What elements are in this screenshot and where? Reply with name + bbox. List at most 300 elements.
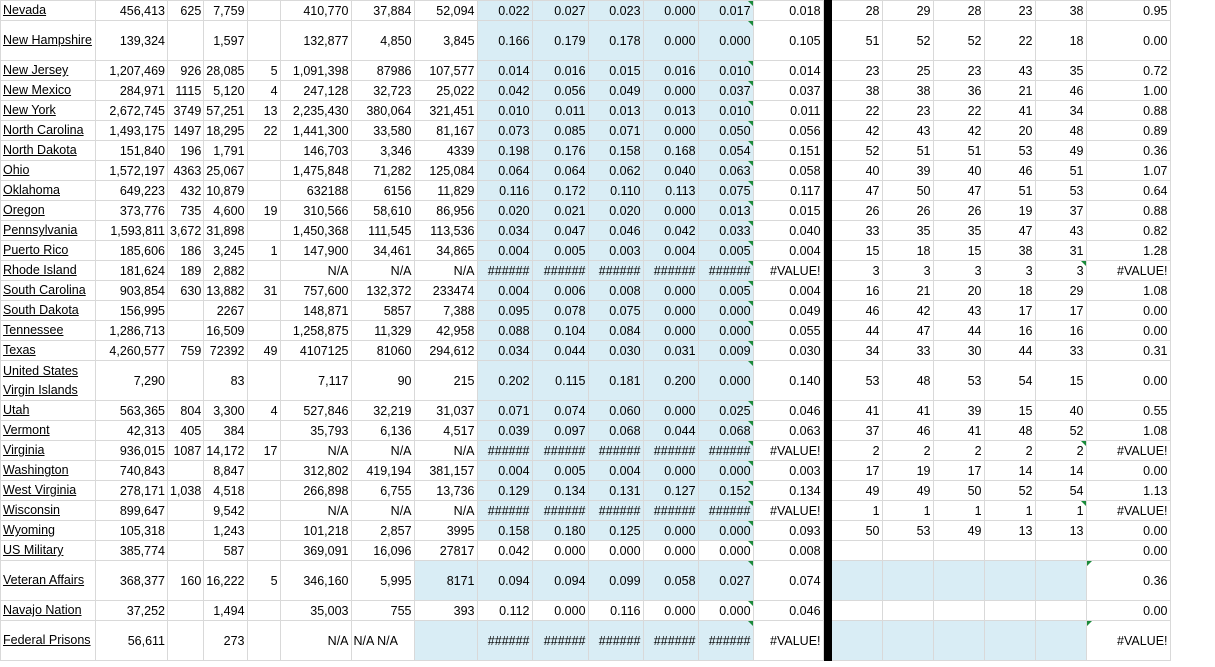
data-cell[interactable]: 0.046 xyxy=(753,401,823,421)
data-cell[interactable]: 0.176 xyxy=(532,141,588,161)
data-cell[interactable]: 50 xyxy=(882,181,933,201)
data-cell[interactable]: 37,884 xyxy=(351,1,414,21)
data-cell[interactable]: 40 xyxy=(1035,401,1086,421)
data-cell[interactable] xyxy=(831,621,882,661)
data-cell[interactable]: 0.013 xyxy=(643,101,698,121)
data-cell[interactable]: 22 xyxy=(247,121,280,141)
data-cell[interactable]: 0.000 xyxy=(532,601,588,621)
data-cell[interactable]: #VALUE! xyxy=(1086,261,1170,281)
data-cell[interactable]: 0.010 xyxy=(477,101,532,121)
data-cell[interactable]: 11,329 xyxy=(351,321,414,341)
data-cell[interactable]: 247,128 xyxy=(280,81,351,101)
data-cell[interactable]: 31,037 xyxy=(414,401,477,421)
data-cell[interactable]: 527,846 xyxy=(280,401,351,421)
data-cell[interactable]: 0.068 xyxy=(698,421,753,441)
data-cell[interactable]: 146,703 xyxy=(280,141,351,161)
state-name-cell[interactable]: Wyoming xyxy=(1,521,96,541)
data-cell[interactable] xyxy=(168,501,204,521)
state-name-cell[interactable]: New York xyxy=(1,101,96,121)
data-cell[interactable] xyxy=(984,541,1035,561)
data-cell[interactable]: 0.115 xyxy=(532,361,588,401)
data-cell[interactable]: 40 xyxy=(831,161,882,181)
data-cell[interactable]: 630 xyxy=(168,281,204,301)
data-cell[interactable]: 0.042 xyxy=(477,81,532,101)
data-cell[interactable]: 0.013 xyxy=(698,201,753,221)
data-cell[interactable]: 18 xyxy=(984,281,1035,301)
data-cell[interactable]: 58,610 xyxy=(351,201,414,221)
data-cell[interactable]: 5 xyxy=(247,561,280,601)
data-cell[interactable]: N/A xyxy=(280,441,351,461)
data-cell[interactable]: 0.010 xyxy=(698,61,753,81)
data-cell[interactable]: 44 xyxy=(933,321,984,341)
data-cell[interactable] xyxy=(831,601,882,621)
data-cell[interactable] xyxy=(1035,601,1086,621)
data-cell[interactable]: 33 xyxy=(1035,341,1086,361)
data-cell[interactable]: 8171 xyxy=(414,561,477,601)
data-cell[interactable]: 189 xyxy=(168,261,204,281)
data-cell[interactable]: 0.049 xyxy=(753,301,823,321)
data-cell[interactable]: 3,845 xyxy=(414,21,477,61)
data-cell[interactable]: 410,770 xyxy=(280,1,351,21)
data-cell[interactable]: 0.094 xyxy=(477,561,532,601)
data-cell[interactable]: 132,372 xyxy=(351,281,414,301)
data-cell[interactable]: 0.099 xyxy=(588,561,643,601)
data-cell[interactable]: 0.046 xyxy=(753,601,823,621)
data-cell[interactable]: 33,580 xyxy=(351,121,414,141)
data-cell[interactable]: ###### xyxy=(643,261,698,281)
data-cell[interactable] xyxy=(933,561,984,601)
data-cell[interactable]: 0.003 xyxy=(588,241,643,261)
data-cell[interactable]: 4363 xyxy=(168,161,204,181)
data-cell[interactable]: 0.00 xyxy=(1086,321,1170,341)
data-cell[interactable]: 0.00 xyxy=(1086,21,1170,61)
data-cell[interactable]: 3,672 xyxy=(168,221,204,241)
data-cell[interactable]: 81060 xyxy=(351,341,414,361)
data-cell[interactable]: 139,324 xyxy=(96,21,168,61)
data-cell[interactable]: 0.074 xyxy=(753,561,823,601)
data-cell[interactable]: 0.027 xyxy=(698,561,753,601)
data-cell[interactable]: 56,611 xyxy=(96,621,168,661)
data-cell[interactable]: 0.074 xyxy=(532,401,588,421)
data-cell[interactable] xyxy=(247,301,280,321)
data-cell[interactable]: 0.134 xyxy=(532,481,588,501)
state-name-cell[interactable]: US Military xyxy=(1,541,96,561)
data-cell[interactable]: 37 xyxy=(831,421,882,441)
data-cell[interactable]: 38 xyxy=(831,81,882,101)
data-cell[interactable]: 2267 xyxy=(204,301,247,321)
data-cell[interactable]: 0.055 xyxy=(753,321,823,341)
data-cell[interactable]: 15 xyxy=(1035,361,1086,401)
data-cell[interactable]: 0.027 xyxy=(532,1,588,21)
data-cell[interactable]: 0.000 xyxy=(643,121,698,141)
data-cell[interactable]: 38 xyxy=(1035,1,1086,21)
data-cell[interactable]: 39 xyxy=(933,401,984,421)
state-name-cell[interactable]: West Virginia xyxy=(1,481,96,501)
data-cell[interactable] xyxy=(247,361,280,401)
data-cell[interactable]: 0.085 xyxy=(532,121,588,141)
state-name-cell[interactable]: Puerto Rico xyxy=(1,241,96,261)
data-cell[interactable]: 0.071 xyxy=(588,121,643,141)
data-cell[interactable] xyxy=(168,301,204,321)
data-cell[interactable]: ###### xyxy=(698,501,753,521)
data-cell[interactable]: 4 xyxy=(247,81,280,101)
data-cell[interactable]: 41 xyxy=(933,421,984,441)
data-cell[interactable]: 0.054 xyxy=(698,141,753,161)
data-cell[interactable] xyxy=(247,601,280,621)
data-cell[interactable]: 649,223 xyxy=(96,181,168,201)
data-cell[interactable]: 0.000 xyxy=(698,461,753,481)
data-cell[interactable]: 48 xyxy=(1035,121,1086,141)
data-cell[interactable]: 0.037 xyxy=(753,81,823,101)
data-cell[interactable]: 0.095 xyxy=(477,301,532,321)
data-cell[interactable]: 44 xyxy=(831,321,882,341)
data-cell[interactable]: 17 xyxy=(1035,301,1086,321)
data-cell[interactable]: 405 xyxy=(168,421,204,441)
data-cell[interactable] xyxy=(168,21,204,61)
data-cell[interactable]: 3,346 xyxy=(351,141,414,161)
data-cell[interactable]: 0.033 xyxy=(698,221,753,241)
data-cell[interactable]: 0.95 xyxy=(1086,1,1170,21)
data-cell[interactable] xyxy=(247,521,280,541)
data-cell[interactable] xyxy=(1035,541,1086,561)
data-cell[interactable]: 0.88 xyxy=(1086,201,1170,221)
data-cell[interactable]: 13 xyxy=(1035,521,1086,541)
data-cell[interactable]: 2,882 xyxy=(204,261,247,281)
data-cell[interactable]: 384 xyxy=(204,421,247,441)
data-cell[interactable]: 1 xyxy=(882,501,933,521)
data-cell[interactable]: 0.004 xyxy=(643,241,698,261)
data-cell[interactable]: 0.005 xyxy=(698,241,753,261)
data-cell[interactable]: 51 xyxy=(1035,161,1086,181)
data-cell[interactable]: N/A xyxy=(280,261,351,281)
data-cell[interactable]: 1 xyxy=(247,241,280,261)
data-cell[interactable]: 34 xyxy=(1035,101,1086,121)
state-name-cell[interactable]: North Carolina xyxy=(1,121,96,141)
data-cell[interactable] xyxy=(247,541,280,561)
data-cell[interactable]: 0.005 xyxy=(698,281,753,301)
data-cell[interactable]: 0.056 xyxy=(753,121,823,141)
data-cell[interactable]: 156,995 xyxy=(96,301,168,321)
data-cell[interactable]: 0.00 xyxy=(1086,461,1170,481)
data-cell[interactable]: 53 xyxy=(933,361,984,401)
data-cell[interactable]: 107,577 xyxy=(414,61,477,81)
data-cell[interactable]: 0.00 xyxy=(1086,541,1170,561)
data-cell[interactable]: 90 xyxy=(351,361,414,401)
data-cell[interactable]: 456,413 xyxy=(96,1,168,21)
data-cell[interactable]: 3 xyxy=(984,261,1035,281)
data-cell[interactable]: 2 xyxy=(831,441,882,461)
data-cell[interactable]: 0.00 xyxy=(1086,361,1170,401)
data-cell[interactable]: 0.003 xyxy=(753,461,823,481)
data-cell[interactable]: 312,802 xyxy=(280,461,351,481)
data-cell[interactable]: 4,260,577 xyxy=(96,341,168,361)
data-cell[interactable]: 53 xyxy=(1035,181,1086,201)
data-cell[interactable]: 0.093 xyxy=(753,521,823,541)
data-cell[interactable]: N/A xyxy=(280,501,351,521)
data-cell[interactable]: 0.168 xyxy=(643,141,698,161)
data-cell[interactable]: 0.166 xyxy=(477,21,532,61)
data-cell[interactable]: 25,067 xyxy=(204,161,247,181)
data-cell[interactable]: 33 xyxy=(831,221,882,241)
data-cell[interactable]: 380,064 xyxy=(351,101,414,121)
data-cell[interactable]: N/A xyxy=(280,621,351,661)
data-cell[interactable]: 47 xyxy=(933,181,984,201)
data-cell[interactable]: ###### xyxy=(643,501,698,521)
data-cell[interactable]: 0.89 xyxy=(1086,121,1170,141)
data-cell[interactable]: #VALUE! xyxy=(753,621,823,661)
data-cell[interactable]: 7,290 xyxy=(96,361,168,401)
data-cell[interactable]: 1,286,713 xyxy=(96,321,168,341)
data-cell[interactable]: 1 xyxy=(933,501,984,521)
state-name-cell[interactable]: United States Virgin Islands xyxy=(1,361,96,401)
data-cell[interactable]: 22 xyxy=(984,21,1035,61)
data-cell[interactable]: 14,172 xyxy=(204,441,247,461)
data-cell[interactable]: 0.000 xyxy=(643,321,698,341)
data-cell[interactable]: 3749 xyxy=(168,101,204,121)
data-cell[interactable] xyxy=(247,141,280,161)
data-cell[interactable]: 755 xyxy=(351,601,414,621)
data-cell[interactable]: 19 xyxy=(247,201,280,221)
data-cell[interactable]: 1,597 xyxy=(204,21,247,61)
data-cell[interactable]: 0.064 xyxy=(477,161,532,181)
data-cell[interactable]: ###### xyxy=(477,621,532,661)
data-cell[interactable]: 0.040 xyxy=(643,161,698,181)
data-cell[interactable]: 43 xyxy=(984,61,1035,81)
data-cell[interactable]: 0.000 xyxy=(698,361,753,401)
data-cell[interactable]: 105,318 xyxy=(96,521,168,541)
data-cell[interactable] xyxy=(247,181,280,201)
data-cell[interactable]: 54 xyxy=(1035,481,1086,501)
data-cell[interactable]: 1 xyxy=(831,501,882,521)
data-cell[interactable]: 0.005 xyxy=(532,241,588,261)
data-cell[interactable]: 759 xyxy=(168,341,204,361)
data-cell[interactable]: 6,136 xyxy=(351,421,414,441)
data-cell[interactable]: 23 xyxy=(882,101,933,121)
data-cell[interactable]: 346,160 xyxy=(280,561,351,601)
data-cell[interactable]: 0.151 xyxy=(753,141,823,161)
data-cell[interactable] xyxy=(247,1,280,21)
data-cell[interactable]: N/A xyxy=(414,261,477,281)
data-cell[interactable]: 3 xyxy=(933,261,984,281)
data-cell[interactable]: 26 xyxy=(831,201,882,221)
data-cell[interactable]: 31,898 xyxy=(204,221,247,241)
data-cell[interactable]: 0.000 xyxy=(643,1,698,21)
data-cell[interactable]: 266,898 xyxy=(280,481,351,501)
data-cell[interactable]: ###### xyxy=(698,441,753,461)
data-cell[interactable]: 52,094 xyxy=(414,1,477,21)
data-cell[interactable]: 35 xyxy=(882,221,933,241)
data-cell[interactable]: 0.000 xyxy=(643,541,698,561)
data-cell[interactable]: 1,091,398 xyxy=(280,61,351,81)
data-cell[interactable]: 0.000 xyxy=(698,301,753,321)
data-cell[interactable]: 4339 xyxy=(414,141,477,161)
data-cell[interactable]: 0.180 xyxy=(532,521,588,541)
data-cell[interactable]: 185,606 xyxy=(96,241,168,261)
data-cell[interactable]: 0.044 xyxy=(643,421,698,441)
data-cell[interactable]: 47 xyxy=(831,181,882,201)
data-cell[interactable]: 38 xyxy=(882,81,933,101)
data-cell[interactable]: 1,450,368 xyxy=(280,221,351,241)
data-cell[interactable]: 2,857 xyxy=(351,521,414,541)
data-cell[interactable]: 0.011 xyxy=(532,101,588,121)
data-cell[interactable]: 215 xyxy=(414,361,477,401)
data-cell[interactable]: 147,900 xyxy=(280,241,351,261)
data-cell[interactable]: 735 xyxy=(168,201,204,221)
data-cell[interactable]: 53 xyxy=(882,521,933,541)
data-cell[interactable]: 0.009 xyxy=(698,341,753,361)
data-cell[interactable]: 1.07 xyxy=(1086,161,1170,181)
data-cell[interactable] xyxy=(168,361,204,401)
data-cell[interactable]: 42 xyxy=(831,121,882,141)
data-cell[interactable]: 28 xyxy=(831,1,882,21)
data-cell[interactable]: ###### xyxy=(532,441,588,461)
data-cell[interactable]: 35 xyxy=(1035,61,1086,81)
data-cell[interactable]: 14 xyxy=(984,461,1035,481)
data-cell[interactable]: 0.116 xyxy=(477,181,532,201)
data-cell[interactable]: 33 xyxy=(882,341,933,361)
data-cell[interactable]: 0.152 xyxy=(698,481,753,501)
data-cell[interactable]: 0.000 xyxy=(643,521,698,541)
data-cell[interactable]: 22 xyxy=(933,101,984,121)
data-cell[interactable]: 1,791 xyxy=(204,141,247,161)
state-name-cell[interactable]: Navajo Nation xyxy=(1,601,96,621)
data-cell[interactable]: 4,518 xyxy=(204,481,247,501)
data-cell[interactable]: 1,593,811 xyxy=(96,221,168,241)
data-cell[interactable]: 368,377 xyxy=(96,561,168,601)
data-cell[interactable]: 0.000 xyxy=(643,601,698,621)
data-cell[interactable]: 101,218 xyxy=(280,521,351,541)
data-cell[interactable]: 18,295 xyxy=(204,121,247,141)
data-cell[interactable]: 160 xyxy=(168,561,204,601)
data-cell[interactable]: 0.062 xyxy=(588,161,643,181)
data-cell[interactable]: 0.88 xyxy=(1086,101,1170,121)
data-cell[interactable]: 0.31 xyxy=(1086,341,1170,361)
data-cell[interactable]: 44 xyxy=(984,341,1035,361)
data-cell[interactable]: 0.008 xyxy=(753,541,823,561)
data-cell[interactable]: 0.063 xyxy=(753,421,823,441)
data-cell[interactable]: 632188 xyxy=(280,181,351,201)
data-cell[interactable]: 14 xyxy=(1035,461,1086,481)
state-name-cell[interactable]: South Dakota xyxy=(1,301,96,321)
data-cell[interactable] xyxy=(414,621,477,661)
data-cell[interactable]: 13 xyxy=(984,521,1035,541)
data-cell[interactable]: 54 xyxy=(984,361,1035,401)
data-cell[interactable]: 0.016 xyxy=(532,61,588,81)
data-cell[interactable]: 0.200 xyxy=(643,361,698,401)
data-cell[interactable]: N/A xyxy=(414,501,477,521)
data-cell[interactable]: 0.097 xyxy=(532,421,588,441)
data-cell[interactable] xyxy=(933,621,984,661)
data-cell[interactable]: 5857 xyxy=(351,301,414,321)
data-cell[interactable]: 0.000 xyxy=(643,461,698,481)
data-cell[interactable]: 0.158 xyxy=(477,521,532,541)
data-cell[interactable]: ###### xyxy=(588,621,643,661)
data-cell[interactable]: 0.084 xyxy=(588,321,643,341)
state-name-cell[interactable]: Tennessee xyxy=(1,321,96,341)
data-cell[interactable]: 39 xyxy=(882,161,933,181)
data-cell[interactable]: 4,600 xyxy=(204,201,247,221)
data-cell[interactable] xyxy=(984,601,1035,621)
data-cell[interactable]: 111,545 xyxy=(351,221,414,241)
data-cell[interactable]: ###### xyxy=(588,261,643,281)
data-cell[interactable]: 46 xyxy=(1035,81,1086,101)
data-cell[interactable]: 3 xyxy=(882,261,933,281)
data-cell[interactable]: 19 xyxy=(984,201,1035,221)
data-cell[interactable]: 5,995 xyxy=(351,561,414,601)
data-cell[interactable]: 2 xyxy=(1035,441,1086,461)
data-cell[interactable]: 0.017 xyxy=(698,1,753,21)
data-cell[interactable]: 233474 xyxy=(414,281,477,301)
data-cell[interactable]: 0.36 xyxy=(1086,561,1170,601)
state-name-cell[interactable]: Veteran Affairs xyxy=(1,561,96,601)
data-cell[interactable]: 0.011 xyxy=(753,101,823,121)
data-cell[interactable]: 0.004 xyxy=(477,241,532,261)
data-cell[interactable]: 125,084 xyxy=(414,161,477,181)
data-cell[interactable]: 83 xyxy=(204,361,247,401)
data-cell[interactable]: 0.050 xyxy=(698,121,753,141)
data-cell[interactable] xyxy=(247,321,280,341)
data-cell[interactable]: 51 xyxy=(882,141,933,161)
data-cell[interactable]: 20 xyxy=(984,121,1035,141)
data-cell[interactable]: 132,877 xyxy=(280,21,351,61)
data-cell[interactable]: 0.015 xyxy=(588,61,643,81)
data-cell[interactable] xyxy=(1035,621,1086,661)
data-cell[interactable]: 0.55 xyxy=(1086,401,1170,421)
data-cell[interactable]: 625 xyxy=(168,1,204,21)
data-cell[interactable]: 0.023 xyxy=(588,1,643,21)
data-cell[interactable]: 28,085 xyxy=(204,61,247,81)
data-cell[interactable]: 42 xyxy=(882,301,933,321)
data-cell[interactable]: 0.000 xyxy=(698,601,753,621)
data-cell[interactable]: 31 xyxy=(1035,241,1086,261)
data-cell[interactable]: ###### xyxy=(698,621,753,661)
data-cell[interactable]: 0.00 xyxy=(1086,601,1170,621)
data-cell[interactable]: 0.008 xyxy=(588,281,643,301)
data-cell[interactable]: N/A xyxy=(351,501,414,521)
data-cell[interactable]: 936,015 xyxy=(96,441,168,461)
data-cell[interactable]: #VALUE! xyxy=(1086,501,1170,521)
data-cell[interactable]: 0.060 xyxy=(588,401,643,421)
data-cell[interactable]: 50 xyxy=(933,481,984,501)
data-cell[interactable]: 20 xyxy=(933,281,984,301)
data-cell[interactable]: 0.000 xyxy=(643,301,698,321)
data-cell[interactable]: 186 xyxy=(168,241,204,261)
data-cell[interactable]: 926 xyxy=(168,61,204,81)
data-cell[interactable]: N/A N/A xyxy=(351,621,414,661)
data-cell[interactable]: 385,774 xyxy=(96,541,168,561)
data-cell[interactable]: 0.64 xyxy=(1086,181,1170,201)
data-cell[interactable]: 47 xyxy=(882,321,933,341)
data-cell[interactable]: #VALUE! xyxy=(753,501,823,521)
data-cell[interactable]: ###### xyxy=(588,501,643,521)
data-cell[interactable]: 0.075 xyxy=(588,301,643,321)
data-cell[interactable] xyxy=(882,541,933,561)
data-cell[interactable]: 0.113 xyxy=(643,181,698,201)
data-cell[interactable]: 18 xyxy=(882,241,933,261)
data-cell[interactable]: 1.00 xyxy=(1086,81,1170,101)
data-cell[interactable]: 52 xyxy=(882,21,933,61)
data-cell[interactable]: 0.000 xyxy=(643,81,698,101)
data-cell[interactable]: 0.058 xyxy=(643,561,698,601)
data-cell[interactable]: 0.000 xyxy=(698,321,753,341)
data-cell[interactable] xyxy=(933,601,984,621)
data-cell[interactable]: 49 xyxy=(831,481,882,501)
data-cell[interactable]: 0.00 xyxy=(1086,301,1170,321)
data-cell[interactable]: 7,388 xyxy=(414,301,477,321)
data-cell[interactable]: 42,313 xyxy=(96,421,168,441)
data-cell[interactable]: 13,882 xyxy=(204,281,247,301)
data-cell[interactable]: 0.000 xyxy=(643,401,698,421)
